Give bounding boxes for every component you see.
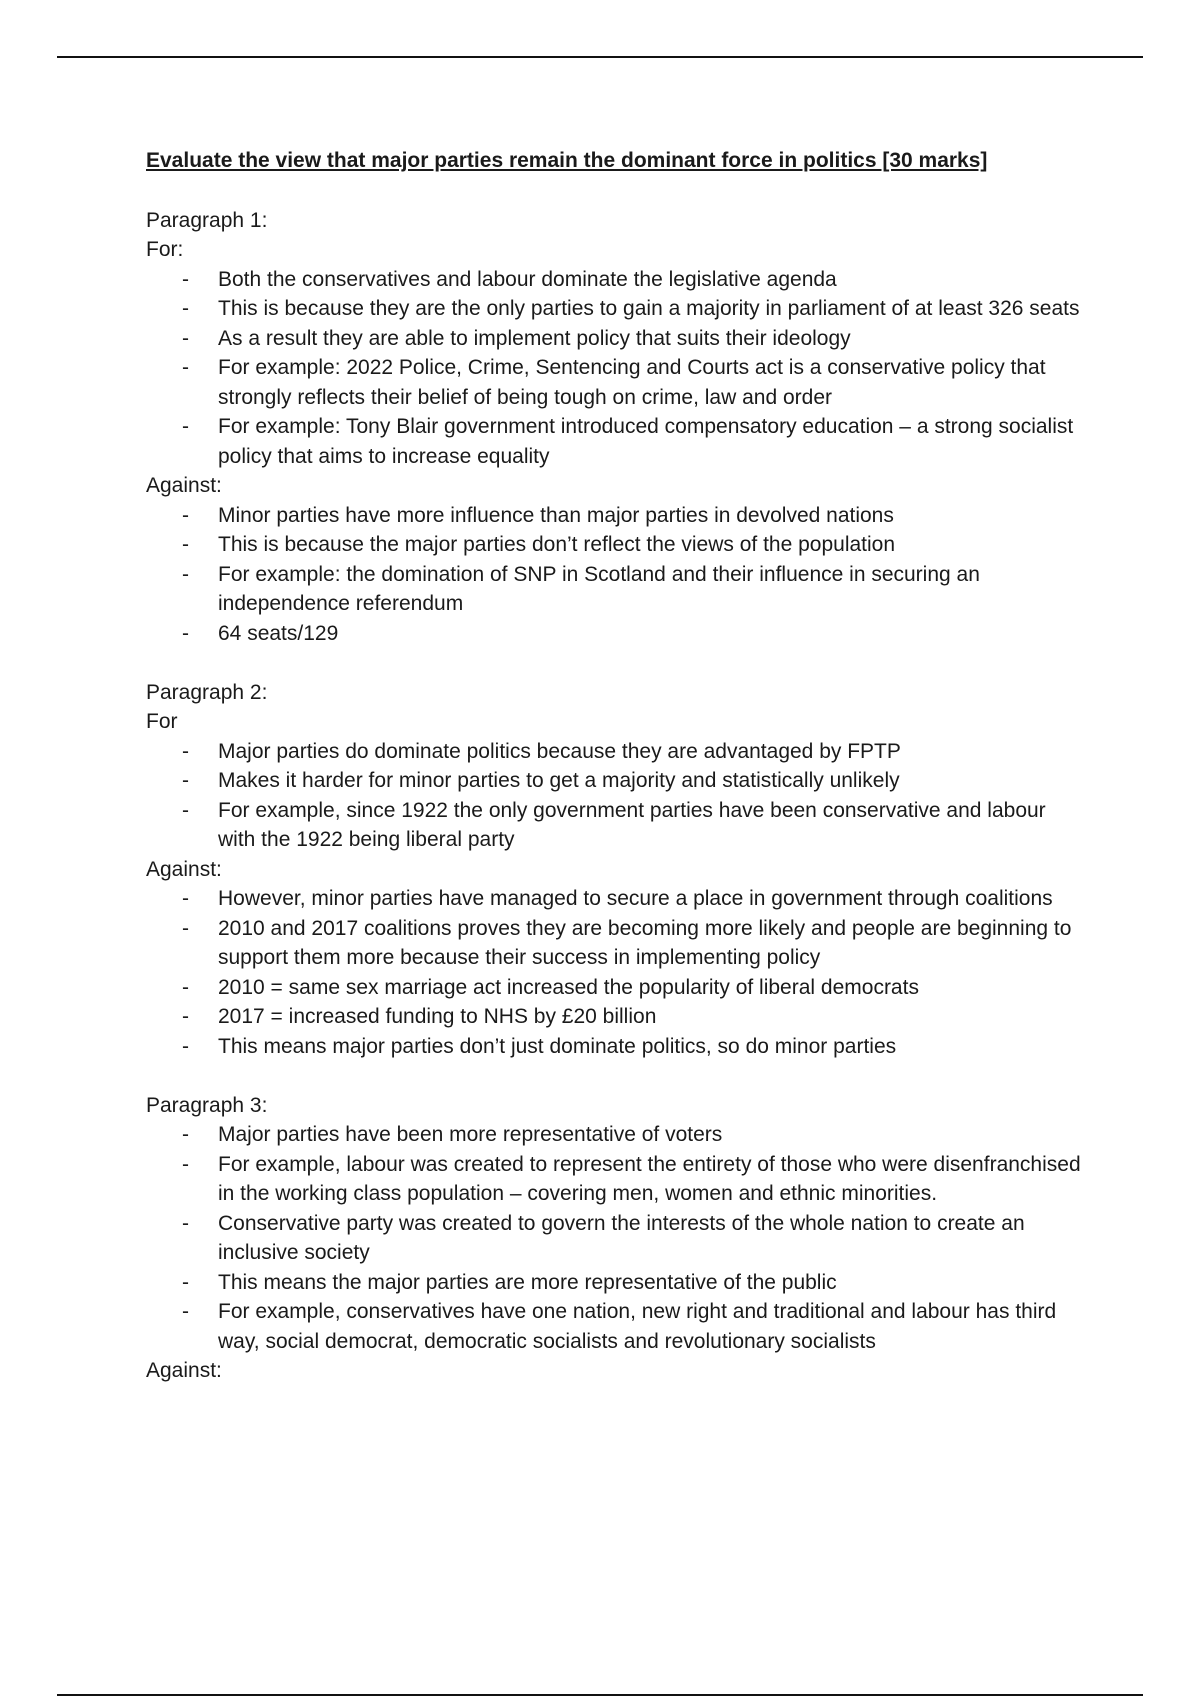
dash-marker: - <box>182 887 189 910</box>
blank-line <box>146 1061 1086 1091</box>
list-item: - This is because the major parties don’t reflect the views of the population <box>146 530 1086 560</box>
paragraph-heading: Paragraph 1: <box>146 208 268 232</box>
blank-line <box>146 648 1086 678</box>
header-rule <box>57 56 1143 58</box>
section-label-against: Against: <box>146 857 222 881</box>
dash-marker: - <box>182 1270 189 1294</box>
dash-marker: - <box>182 621 189 645</box>
list-item: - For example, conservatives have one nation, new right and traditional and labour has third way, social democrat, democratic socialists and revolutionary socialists <box>146 1297 1086 1356</box>
dash-marker: - <box>182 769 189 792</box>
list-item: - Conservative party was created to govern the interests of the whole nation to create an inclusive society <box>146 1209 1086 1268</box>
footer-rule <box>57 1694 1143 1696</box>
dash-marker: - <box>182 326 189 350</box>
section-label-against: Against: <box>146 474 222 497</box>
dash-marker: - <box>182 798 189 822</box>
paragraph-block <box>146 206 1086 649</box>
dash-marker: - <box>182 1300 189 1323</box>
list-item: - Both the conservatives and labour dominate the legislative agenda <box>146 265 1086 295</box>
list-item: - Major parties have been more representative of voters <box>146 1120 1086 1150</box>
list-item: - For example: 2022 Police, Crime, Sentencing and Courts act is a conservative policy that strongly reflects their belief of being tough on crime, law and order <box>146 353 1086 412</box>
paragraph-block <box>146 1091 1086 1386</box>
dash-marker: - <box>182 562 189 586</box>
list-item: - This means the major parties are more representative of the public <box>146 1268 1086 1298</box>
dash-marker: - <box>182 267 189 291</box>
list-item: - For example, since 1922 the only government parties have been conservative and labour with the 1922 being liberal party <box>146 796 1086 855</box>
list-item: - Major parties do dominate politics because they are advantaged by FPTP <box>146 737 1086 767</box>
bullet-list <box>146 1120 1086 1356</box>
paragraph-heading: Paragraph 3: <box>146 1093 268 1117</box>
dash-marker: - <box>182 739 189 763</box>
list-item: - For example, labour was created to represent the entirety of those who were disenfranchised in the working class population – covering men, women and ethnic minorities. <box>146 1150 1086 1209</box>
list-item: - However, minor parties have managed to secure a place in government through coalitions <box>146 884 1086 914</box>
section-label-for: For: <box>146 238 184 261</box>
dash-marker: - <box>182 533 189 556</box>
section-label-against: Against: <box>146 1359 222 1382</box>
dash-marker: - <box>182 356 189 379</box>
dash-marker: - <box>182 975 189 999</box>
dash-marker: - <box>182 916 189 940</box>
bullet-list <box>146 737 1086 855</box>
list-item: - 2017 = increased funding to NHS by £20 billion <box>146 1002 1086 1032</box>
dash-marker: - <box>182 1152 189 1176</box>
essay-title: Evaluate the view that major parties remain the dominant force in politics [30 marks] <box>146 149 988 172</box>
dash-marker: - <box>182 297 189 320</box>
bullet-list <box>146 501 1086 649</box>
list-item: - 2010 = same sex marriage act increased the popularity of liberal democrats <box>146 973 1086 1003</box>
paragraph-heading: Paragraph 2: <box>146 680 268 704</box>
document-body <box>146 146 1086 1386</box>
list-item: - Makes it harder for minor parties to get a majority and statistically unlikely <box>146 766 1086 796</box>
list-item: - As a result they are able to implement policy that suits their ideology <box>146 324 1086 354</box>
list-item: - 2010 and 2017 coalitions proves they are becoming more likely and people are beginning to support them more because their success in implementing policy <box>146 914 1086 973</box>
list-item: - 64 seats/129 <box>146 619 1086 649</box>
list-item: - For example: Tony Blair government introduced compensatory education – a strong socialist policy that aims to increase equality <box>146 412 1086 471</box>
section-label-for: For <box>146 710 178 733</box>
list-item: - For example: the domination of SNP in Scotland and their influence in securing an independence referendum <box>146 560 1086 619</box>
dash-marker: - <box>182 415 189 438</box>
dash-marker: - <box>182 1211 189 1235</box>
list-item: - This means major parties don’t just dominate politics, so do minor parties <box>146 1032 1086 1062</box>
dash-marker: - <box>182 503 189 527</box>
bullet-list <box>146 884 1086 1061</box>
dash-marker: - <box>182 1034 189 1058</box>
paragraph-block <box>146 678 1086 1062</box>
bullet-list <box>146 265 1086 472</box>
dash-marker: - <box>182 1005 189 1028</box>
list-item: - This is because they are the only parties to gain a majority in parliament of at least 326 seats <box>146 294 1086 324</box>
list-item: - Minor parties have more influence than major parties in devolved nations <box>146 501 1086 531</box>
dash-marker: - <box>182 1123 189 1146</box>
